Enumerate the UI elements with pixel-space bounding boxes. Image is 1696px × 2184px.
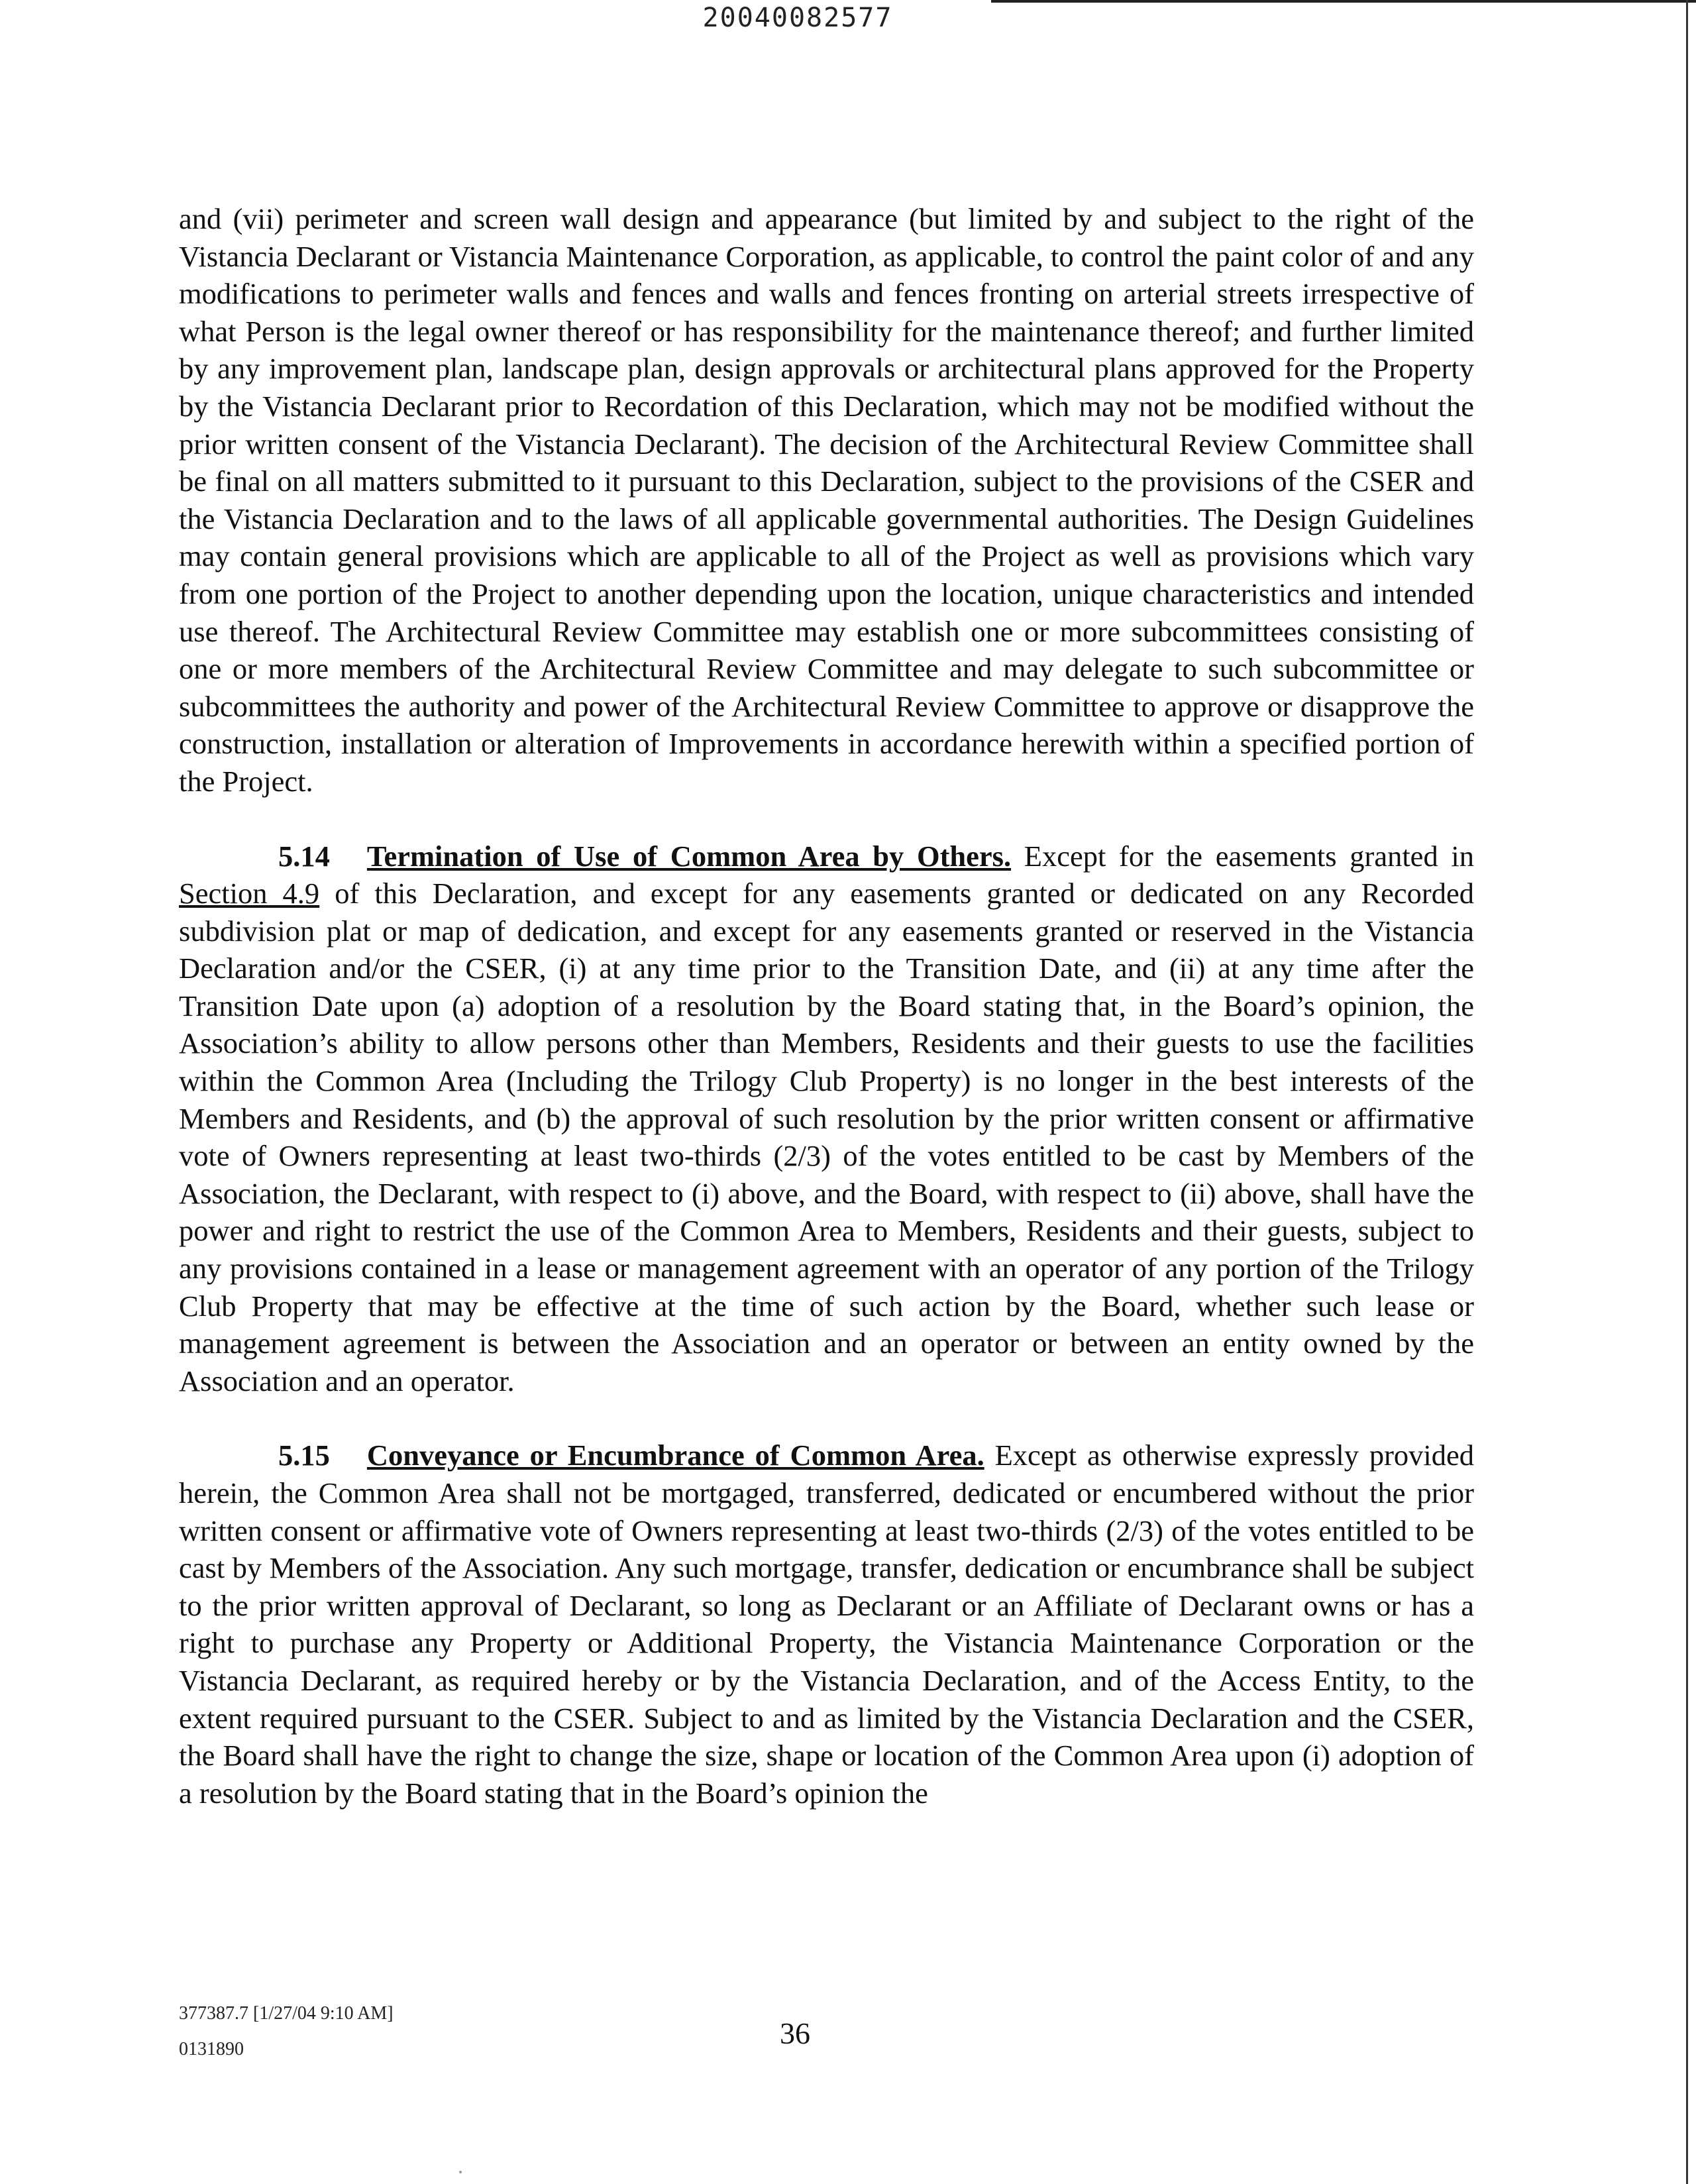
page-number: 36: [780, 2016, 810, 2050]
document-number: 20040082577: [702, 3, 893, 33]
section-text: Except for the easements granted in: [1024, 839, 1474, 873]
section-number: 5.14: [278, 839, 330, 873]
section-number: 5.15: [278, 1439, 330, 1472]
footer-doc-id: 377387.7 [1/27/04 9:10 AM]: [179, 2003, 394, 2024]
section-title: Conveyance or Encumbrance of Common Area.: [366, 1439, 984, 1472]
section-text: Except as otherwise expressly provided herein, the Common Area shall not be mortgaged, transferred, dedicated or encumbered without the prior written consent or affirmative vote of Owners representing at least two-thirds (2/3) of the votes entitled to be cast by Members of the Association. Any such mortgage, transfer, dedication or encumbrance shall be subject to the prior written approval of Declarant, so long as Declarant or an Affiliate of Declarant owns or has a right to purchase any Property or Additional Property, the Vistancia Maintenance Corporation or the Vistancia Declarant, as required hereby or by the Vistancia Declaration, and of the Access Entity, to the extent required pursuant to the CSER. Subject to and as limited by the Vistancia Declaration and the CSER, the Board shall have the right to change the size, shape or location of the Common Area upon (i) adoption of a resolution by the Board stating that in the Board’s opinion the: [179, 1439, 1475, 1810]
footer-identifiers: [179, 1996, 394, 2067]
footer-matter-number: 0131890: [179, 2039, 244, 2059]
section-5-15: [179, 1437, 1474, 1812]
section-title: Termination of Use of Common Area by Others.: [366, 839, 1012, 873]
section-reference: Section 4.9: [179, 877, 320, 910]
paragraph-continuation: and (vii) perimeter and screen wall design and appearance (but limited by and subject to the right of the Vistancia Declarant or Vistancia Maintenance Corporation, as applicable, to control the paint color of and any modifications to perimeter walls and fences and walls and fences fronting on arterial streets irrespective of what Person is the legal owner thereof or has responsibility for the maintenance thereof; and further limited by any improvement plan, landscape plan, design approvals or architectural plans approved for the Property by the Vistancia Declarant prior to Recordation of this Declaration, which may not be modified without the prior written consent of the Vistancia Declarant). The decision of the Architectural Review Committee shall be final on all matters submitted to it pursuant to this Declaration, subject to the provisions of the CSER and the Vistancia Declaration and to the laws of all applicable governmental authorities. The Design Guidelines may contain general provisions which are applicable to all of the Project as well as provisions which vary from one portion of the Project to another depending upon the location, unique characteristics and intended use thereof. The Architectural Review Committee may establish one or more subcommittees consisting of one or more members of the Architectural Review Committee and may delegate to such subcommittee or subcommittees the authority and power of the Architectural Review Committee to approve or disapprove the construction, installation or alteration of Improvements in accordance herewith within a specified portion of the Project.: [179, 202, 1474, 798]
right-border-line: [1686, 0, 1688, 2184]
document-body: [179, 200, 1474, 1812]
section-text: of this Declaration, and except for any easements granted or dedicated on any Recorded subdivision plat or map of dedication, and except for any easements granted or reserved in the Vistancia Declaration and/or the CSER, (i) at any time prior to the Transition Date, and (ii) at any time after the Transition Date upon (a) adoption of a resolution by the Board stating that, in the Board’s opinion, the Association’s ability to allow persons other than Members, Residents and their guests to use the facilities within the Common Area (Including the Trilogy Club Property) is no longer in the best interests of the Members and Residents, and (b) the approval of such resolution by the prior written consent or affirmative vote of Owners representing at least two-thirds (2/3) of the votes entitled to be cast by Members of the Association, the Declarant, with respect to (i) above, and the Board, with respect to (ii) above, shall have the power and right to restrict the use of the Common Area to Members, Residents and their guests, subject to any provisions contained in a lease or management agreement with an operator of any portion of the Trilogy Club Property that may be effective at the time of such action by the Board, whether such lease or management agreement is between the Association and an operator or between an entity owned by the Association and an operator.: [179, 877, 1475, 1397]
section-5-14: [179, 838, 1474, 1400]
scan-speck: [459, 2171, 462, 2173]
